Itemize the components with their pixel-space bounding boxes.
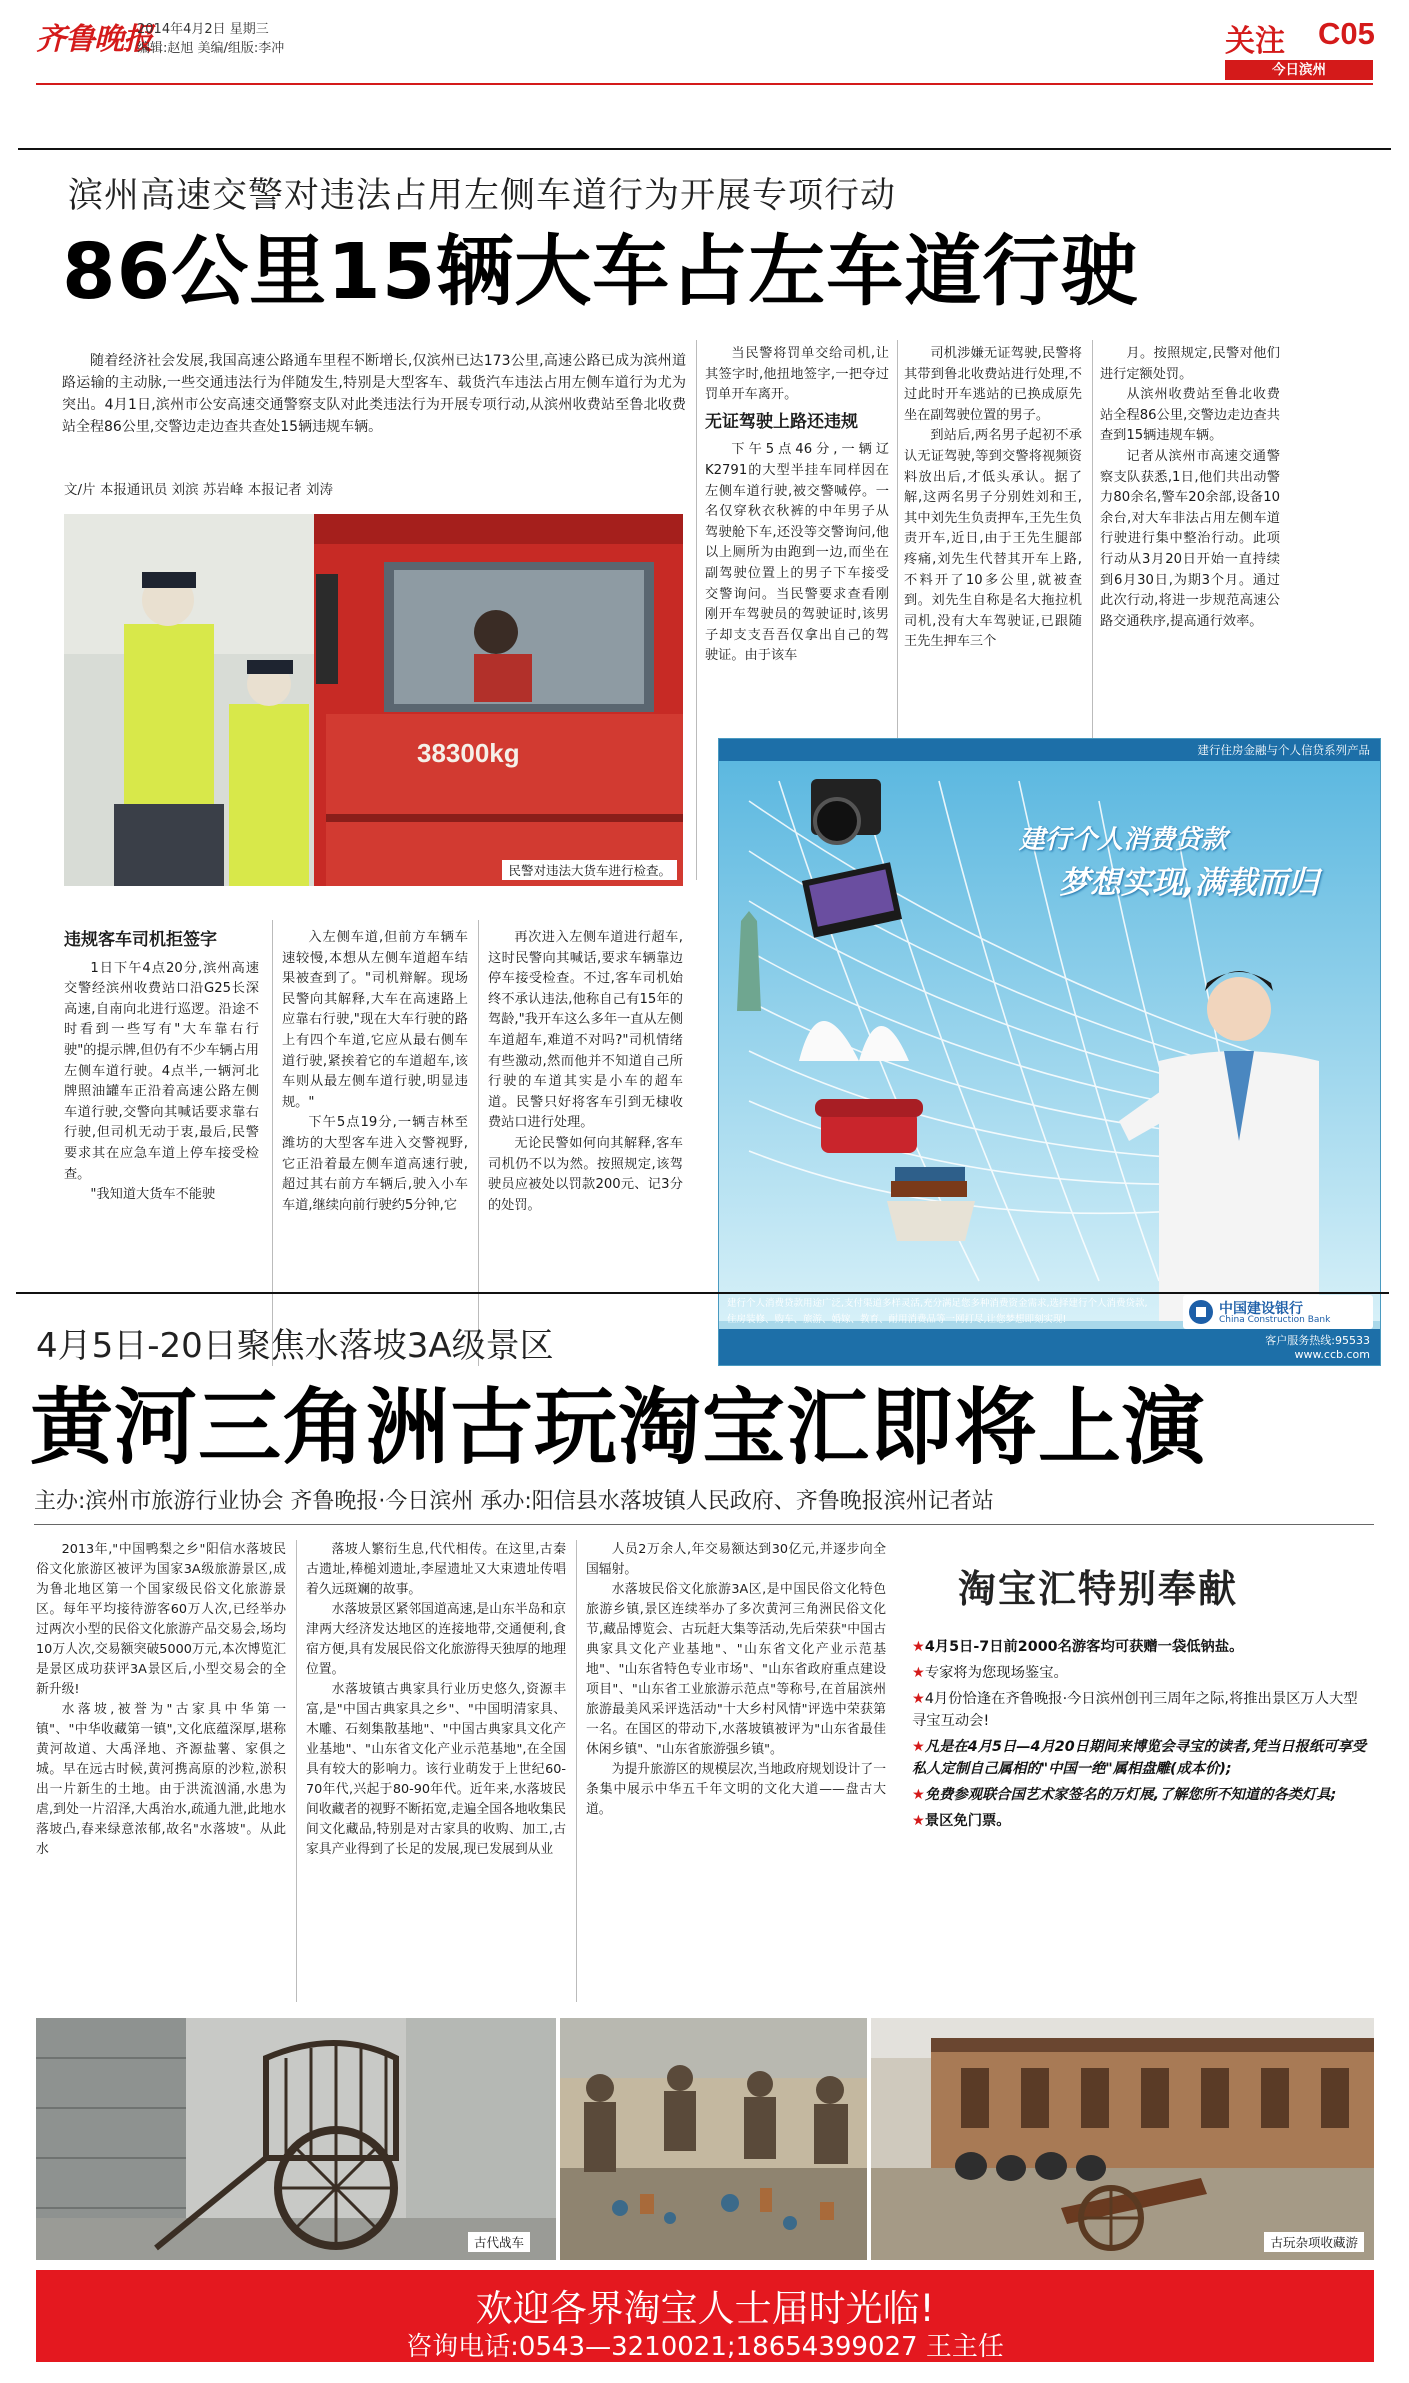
col-c-text3: 记者从滨州市高速交通警察支队获悉,1日,他们共出动警力80余名,警车20余部,设备10余台,对大车非法占用左侧车道行驶进行集中整治行动。此项行动从3月20日开始一直持续到6月30日,为期3个月。通过此次行动,将进一步规范高速公路交通秩序,提高通行效率。 [1100,448,1280,629]
s2-col-c-text2: 水落坡民俗文化旅游3A区,是中国民俗文化特色旅游乡镇,景区连续举办了多次黄河三角洲民俗文化节,藏品博览会、古玩赶大集等活动,先后荣获"中国古典家具文化产业基地"、"山东省文化产业示范基地"、"山东省特色专业市场"、"山东省政府重点建设项目"、"山东省工业旅游示范点"等称号,在首届滨州旅游最美风采评选活动"十大乡村风情"评选中荣获第一名。在国区的带动下,水落坡镇被评为"山东省最佳休闲乡镇"、"山东省旅游强乡镇"。 [586,1582,886,1757]
col-b-text2: 到站后,两名男子起初不承认无证驾驶,等到交警将视频资料放出后,才低头承认。据了解,这两名男子分别姓刘和王,其中刘先生负责押车,王先生负责开车,近日,由于王先生腿部疼痛,刘先生代替其开车上路,不料开了10多公里,就被查到。刘先生自称是名大拖拉机司机,没有大车驾驶证,已跟随王先生押车三个 [904,428,1082,650]
story1-kicker: 滨州高速交警对违法占用左侧车道行为开展专项行动 [68,176,897,216]
date-line: 2014年4月2日 星期三 [137,22,269,37]
story2-top-rule [16,1292,1389,1294]
ad-fine-print-1: 建行个人消费贷款用途广泛,支付渠道多样灵活,充分满足您多种消费资金需求,选择建行个人消费贷款, [727,1298,1148,1309]
story2-kicker: 4月5日-20日聚焦水落坡3A级景区 [36,1326,554,1366]
s2-col-b-text: 落坡人繁衍生息,代代相传。在这里,古秦古遗址,棒槌刘遗址,李屋遗址又大束遗址传唱着久远斑斓的故事。 [306,1542,566,1597]
star-icon: ★ [912,1665,925,1681]
offer-item: ★凡是在4月5日—4月20日期间来博览会寻宝的读者,凭当日报纸可享受私人定制自己属相的"中国一绝"属相盘雕(成本价); [912,1739,1367,1777]
s2-col-c-text: 人员2万余人,年交易额达到30亿元,并逐步向全国辐射。 [586,1542,886,1577]
ad-slogan-1: 建行个人消费贷款 [1019,825,1228,855]
banner-line-2: 咨询电话:0543—3210021;18654399027 王主任 [406,2332,1004,2362]
welcome-banner [36,2270,1374,2362]
story1-top-rule [18,148,1391,150]
col-f-text2: 无论民警如何向其解释,客车司机仍不以为然。按照规定,该驾驶员应被处以罚款200元、记3分的处罚。 [488,1135,683,1213]
story1-headline: 86公里15辆大车占左车道行驶 [62,228,1139,317]
col-e-text: 入左侧车道,但前方车辆车速较慢,本想从左侧车道超车结果被查到了。"司机辩解。现场民警向其解释,大车在高速路上应靠右行驶,"现在大车行驶的路上有四个车道,它应从最右侧车道行驶,紧挨着它的车道超车,该车则从最左侧车道行驶,明显违规。" [282,930,468,1110]
column-rule [296,1540,297,2002]
s2-col-b-text2: 水落坡景区紧邻国道高速,是山东半岛和京津两大经济发达地区的连接地带,交通便利,食宿方便,具有发展民俗文化旅游得天独厚的地理位置。 [306,1602,566,1677]
star-icon: ★ [912,1691,925,1707]
banner-line-1: 欢迎各界淘宝人士届时光临! [475,2287,935,2330]
offer-box-title: 淘宝汇特别奉献 [958,1567,1239,1611]
photo-ancient-chariot [36,2018,556,2260]
star-icon: ★ [912,1639,925,1655]
ad-fine-print-2: 住房装修、购车、旅游、婚嫁、教育、耐用消费品等一网打尽,让您梦想即刻实现! [727,1314,1067,1325]
market-illustration [560,2018,867,2260]
truck-plate-text: 38300kg [417,738,520,768]
bank-logo [1183,1295,1373,1329]
star-icon: ★ [912,1739,925,1755]
offer-item: ★免费参观联合国艺术家签名的万灯展,了解您所不知道的各类灯具; [912,1787,1337,1803]
police-truck-illustration [64,514,683,886]
story1-byline: 文/片 本报通讯员 刘滨 苏岩峰 本报记者 刘涛 [64,482,334,498]
column-rule [272,920,273,1366]
chariot-illustration [36,2018,556,2260]
section-name: 关注 [1225,24,1285,59]
ad-top-note: 建行住房金融与个人信贷系列产品 [1197,743,1370,757]
column-rule [696,340,697,880]
subheading-refuse-sign: 违规客车司机拒签字 [64,930,217,950]
story1-photo [64,514,683,886]
special-offer-box [898,1540,1374,2002]
story1-col-e [282,928,468,1366]
bank-advertisement[interactable] [718,738,1381,1366]
column-rule [576,1540,577,2002]
col-f-text: 再次进入左侧车道进行超车,这时民警向其喊话,要求车辆靠边停车接受检查。不过,客车司机始终不承认违法,他称自己有15年的驾龄,"我开车这么多年一直从左侧车道超车,难道不对吗?"司机情绪有些激动,然而他并不知道自己所行驶的车道其实是小车的超车道。民警只好将客车引到无棣收费站口进行处理。 [488,930,683,1131]
subheading-no-license: 无证驾驶上路还违规 [705,411,858,432]
ad-slogan-2: 梦想实现,满载而归 [1059,865,1319,901]
col-d-text: 1日下午4点20分,滨州高速交警经滨州收费站口沿G25长深高速,自南向北进行巡逻。沿途不时看到一些写有"大车靠右行驶"的提示牌,但仍有不少车辆占用左侧车道行驶。4点半,一辆河北牌照油罐车正沿着高速公路左侧车道行驶,交警向其喊话要求靠右行驶,但司机无动于衷,最后,民警要求其在应急车道上停车接受检查。 [64,960,259,1182]
col-e-text2: 下午5点19分,一辆吉林至潍坊的大型客车进入交警视野,它正沿着最左侧车道高速行驶,超过其右前方车辆后,驶入小车车道,继续向前行驶约5分钟,它 [282,1115,468,1213]
col-a-text: 当民警将罚单交给司机,让其签字时,他扭地签字,一把夺过罚单开车离开。 [705,346,889,403]
s2-col-a-text2: 水落坡,被誉为"古家具中华第一镇"、"中华收藏第一镇",文化底蕴深厚,堪称黄河故道、大禹泽地、齐源盐薯、家俱之城。早在远古时候,黄河携高原的沙粒,淤积出一片新生的土地。由于洪流汹涌,水患为虐,到处一片沼泽,大禹治水,疏通九泄,此地水落坡凸,春来绿意浓郁,故名"水落坡"。从此水 [36,1702,286,1857]
ad-url[interactable]: www.ccb.com [1294,1348,1370,1361]
offer-list [912,1636,1367,1832]
story1-lead [62,350,686,468]
cannon-caption: 古玩杂项收藏游 [1264,2232,1364,2252]
ad-hotline: 客户服务热线:95533 [1265,1334,1370,1347]
story2-col-a [36,1540,286,2002]
sponsor-rule [34,1524,1374,1525]
star-icon: ★ [912,1787,925,1803]
col-a-text2: 下午5点46分,一辆辽K2791的大型半挂车同样因在左侧车道行驶,被交警喊停。一名仅穿秋衣秋裤的中年男子从驾驶舱下车,还没等交警询问,他以上厕所为由跑到一边,而坐在副驾驶位置上的男子下车接受交警询问。当民警要求查看刚刚开车驾驶员的驾驶证时,该男子却支支吾吾仅拿出自己的驾驶证。由于该车 [705,442,889,664]
s2-col-b-text3: 水落坡镇古典家具行业历史悠久,资源丰富,是"中国古典家具之乡"、"中国明清家具、木雕、石刻集散基地"、"中国古典家具文化产业基地"、"山东省文化产业示范基地",在全国具有较大的影响力。该行业萌发于上世纪60-70年代,兴起于80-90年代。近年来,水落坡民间收藏者的视野不断拓宽,走遍全国各地收集民间文化藏品,特别是对古家具的收购、加工,古家具产业得到了长足的发展,现已发展到从业 [306,1682,566,1857]
story1-col-c [1100,344,1280,714]
newspaper-logo: 齐鲁晚报 [36,22,152,57]
chariot-caption: 古代战车 [468,2232,530,2252]
story2-sponsors: 主办:滨州市旅游行业协会 齐鲁晚报·今日滨州 承办:阳信县水落坡镇人民政府、齐鲁晚报滨州记者站 [34,1489,994,1514]
photo-cannon-display [871,2018,1374,2260]
col-c-text2: 从滨州收费站至鲁北收费站全程86公里,交警边走边查共查到15辆违规车辆。 [1100,387,1280,444]
offer-item: ★专家将为您现场鉴宝。 [912,1665,1068,1681]
col-d-text2: "我知道大货车不能驶 [90,1187,216,1203]
offer-item: ★4月5日-7日前2000名游客均可获赠一袋低钠盐。 [912,1639,1244,1655]
masthead [0,0,1409,84]
editor-line: 编辑:赵旭 美编/组版:李冲 [137,41,285,56]
story2-headline: 黄河三角洲古玩淘宝汇即将上演 [30,1379,1206,1476]
masthead-rule [36,83,1373,85]
col-b-text: 司机涉嫌无证驾驶,民警将其带到鲁北收费站进行处理,不过此时开车逃站的已换成原先坐在副驾驶位置的男子。 [904,346,1082,423]
s2-col-a-text: 2013年,"中国鸭梨之乡"阳信水落坡民俗文化旅游区被评为国家3A级旅游景区,成为鲁北地区第一个国家级民俗文化旅游景区。每年平均接待游客60万人次,已经举办过两次小型的民俗文化旅游产品交易会,场均10万人次,交易额突破5000万元,本次博览汇是景区成功获评3A景区后,小型交易会的全新升级! [36,1542,286,1697]
s2-col-c-text3: 为提升旅游区的规模层次,当地政府规划设计了一条集中展示中华五千年文明的文化大道——盘古大道。 [586,1762,886,1817]
page-number: C05 [1318,16,1375,51]
photo-caption: 民警对违法大货车进行检查。 [502,860,677,880]
star-icon: ★ [912,1813,925,1829]
bank-name-en: China Construction Bank [1219,1315,1331,1325]
lead-text: 随着经济社会发展,我国高速公路通车里程不断增长,仅滨州已达173公里,高速公路已成为滨州道路运输的主动脉,一些交通违法行为伴随发生,特别是大型客车、载货汽车违法占用左侧车道行为尤为突出。4月1日,滨州市公安高速交通警察支队对此类违法行为开展专项行动,从滨州收费站至鲁北收费站全程86公里,交警边走边查共查处15辆违规车辆。 [62,353,686,435]
story1-col-d [64,924,259,1366]
photo-antique-market [560,2018,867,2260]
offer-item: ★4月份恰逢在齐鲁晚报·今日滨州创刊三周年之际,将推出景区万人大型寻宝互动会! [912,1691,1358,1729]
story2-col-c [586,1540,886,2002]
column-rule [478,920,479,1366]
story2-col-b [306,1540,566,2002]
cannon-illustration [871,2018,1374,2260]
edition-tag: 今日滨州 [1225,60,1373,80]
offer-item: ★景区免门票。 [912,1813,1011,1829]
ccb-logo-inner [1196,1307,1206,1317]
col-c-text: 月。按照规定,民警对他们进行定额处罚。 [1100,346,1280,382]
bank-name-cn: 中国建设银行 [1219,1301,1303,1317]
story1-col-f [488,928,683,1366]
